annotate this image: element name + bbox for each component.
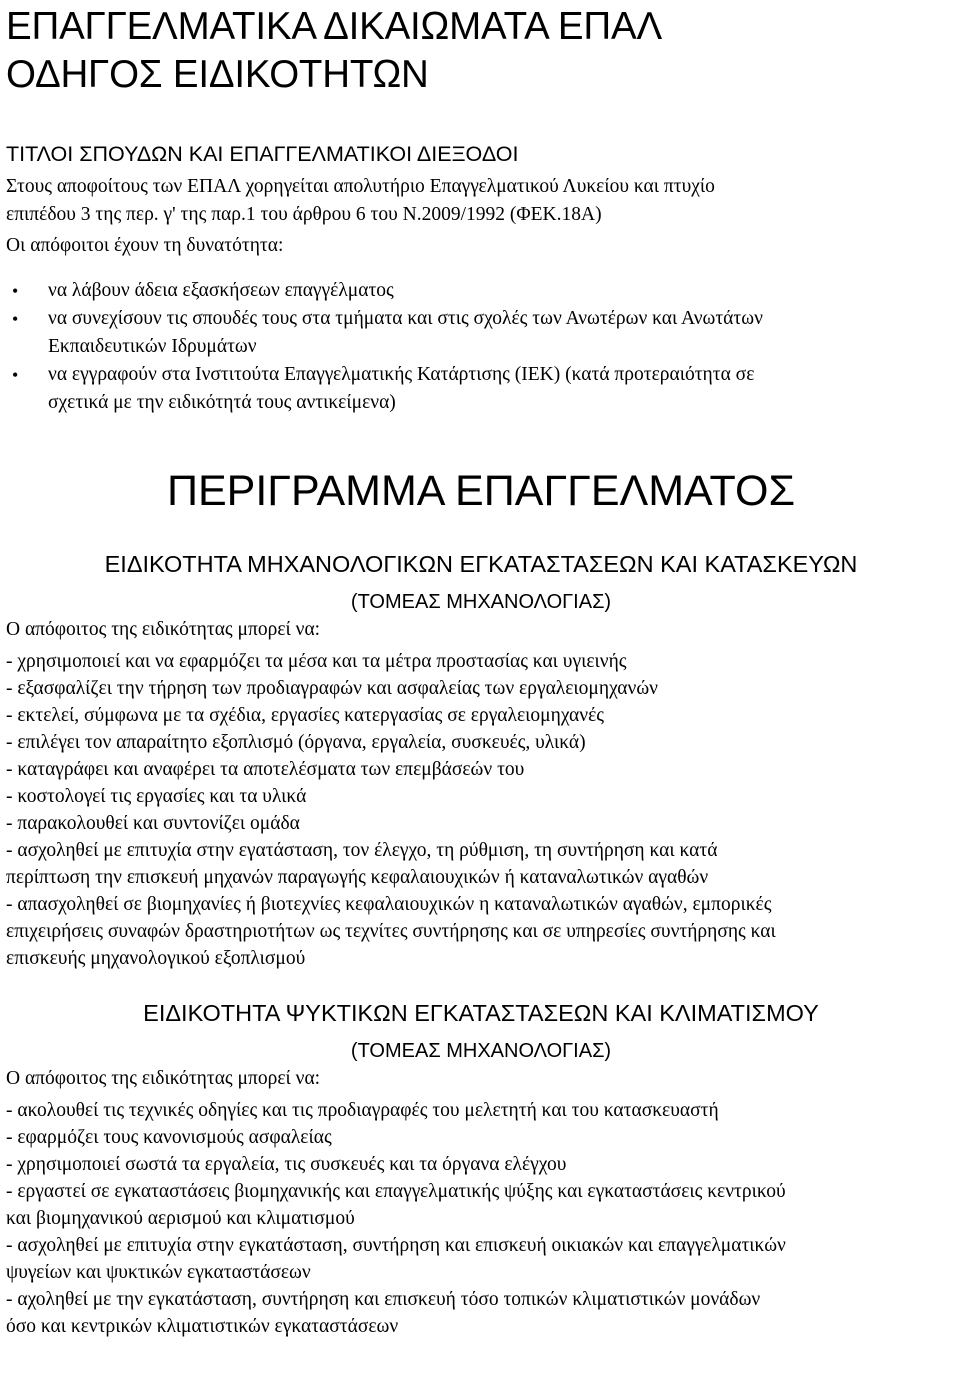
- profile-title: ΠΕΡΙΓΡΑΜΜΑ ΕΠΑΓΓΕΛΜΑΤΟΣ: [166, 467, 796, 515]
- task-line: όσο και κεντρικών κλιματιστικών εγκαταστάσεων: [6, 1316, 399, 1337]
- specialty-intro: Ο απόφοιτος της ειδικότητας μπορεί να:: [6, 1068, 321, 1089]
- task-line: - καταγράφει και αναφέρει τα αποτελέσματα των επεμβάσεών του: [6, 759, 525, 780]
- task-line: - κοστολογεί τις εργασίες και τα υλικά: [6, 786, 307, 807]
- document-page: [6, 0, 956, 1340]
- titles-section-heading: ΤΙΤΛΟΙ ΣΠΟΥΔΩΝ ΚΑΙ ΕΠΑΓΓΕΛΜΑΤΙΚΟΙ ΔΙΕΞΟΔΟΙ: [6, 142, 519, 166]
- task-line: - επιλέγει τον απαραίτητο εξοπλισμό (όργανα, εργαλεία, συσκευές, υλικά): [6, 732, 586, 753]
- ability-item-text: να λάβουν άδεια εξασκήσεων επαγγέλματος: [48, 280, 394, 301]
- task-line: - χρησιμοποιεί και να εφαρμόζει τα μέσα και τα μέτρα προστασίας και υγιεινής: [6, 651, 627, 672]
- task-line: - εξασφαλίζει την τήρηση των προδιαγραφών και ασφαλείας των εργαλειομηχανών: [6, 678, 658, 699]
- ability-item-text-cont: σχετικά με την ειδικότητά τους αντικείμενα): [48, 392, 396, 413]
- ability-item-text-cont: Εκπαιδευτικών Ιδρυμάτων: [48, 336, 257, 357]
- titles-intro-paragraph: [6, 173, 956, 229]
- titles-intro-line-2: επιπέδου 3 της περ. γ' της παρ.1 του άρθρου 6 του Ν.2009/1992 (ΦΕΚ.18Α): [6, 204, 602, 225]
- specialty-mechanical: [6, 549, 956, 972]
- specialty-sector: (ΤΟΜΕΑΣ ΜΗΧΑΝΟΛΟΓΙΑΣ): [350, 591, 612, 613]
- task-line: - εργαστεί σε εγκαταστάσεις βιομηχανικής και επαγγελματικής ψύξης και εγκαταστάσεις κεντρικού: [6, 1181, 786, 1202]
- task-line: - παρακολουθεί και συντονίζει ομάδα: [6, 813, 300, 834]
- ability-intro: Οι απόφοιτοι έχουν τη δυνατότητα:: [6, 235, 284, 256]
- task-line: - ασχοληθεί με επιτυχία στην εγκατάσταση, συντήρηση και επισκευή οικιακών και επαγγελματικών: [6, 1235, 786, 1256]
- document-title: [6, 3, 956, 99]
- specialty-refrigeration: [6, 998, 956, 1340]
- document-title-line-2: ΟΔΗΓΟΣ ΕΙΔΙΚΟΤΗΤΩΝ: [6, 53, 429, 96]
- task-line: - εφαρμόζει τους κανονισμούς ασφαλείας: [6, 1127, 332, 1148]
- task-line: ψυγείων και ψυκτικών εγκαταστάσεων: [6, 1262, 311, 1283]
- titles-intro-line-1: Στους αποφοίτους των ΕΠΑΛ χορηγείται απολυτήριο Επαγγελματικού Λυκείου και πτυχίο: [6, 176, 715, 197]
- bullet-icon: •: [12, 309, 19, 329]
- task-line: επιχειρήσεις συναφών δραστηριοτήτων ως τεχνίτες συντήρησης και σε υπηρεσίες συντήρησης και: [6, 921, 776, 942]
- task-line: και βιομηχανικού αερισμού και κλιματισμού: [6, 1208, 355, 1229]
- task-line: - ασχοληθεί με επιτυχία στην εγατάσταση, τον έλεγχο, τη ρύθμιση, τη συντήρηση και κατά: [6, 840, 718, 861]
- task-line: - ακολουθεί τις τεχνικές οδηγίες και τις προδιαγραφές του μελετητή και του κατασκευαστή: [6, 1100, 719, 1121]
- specialty-title: ΕΙΔΙΚΟΤΗΤΑ ΨΥΚΤΙΚΩΝ ΕΓΚΑΤΑΣΤΑΣΕΩΝ ΚΑΙ ΚΛΙΜΑΤΙΣΜΟΥ: [143, 1000, 819, 1026]
- task-line: - αχοληθεί με την εγκατάσταση, συντήρηση και επισκευή τόσο τοπικών κλιματιστικών μονάδων: [6, 1289, 761, 1310]
- specialty-task-list: [6, 1097, 956, 1340]
- ability-item-text: να εγγραφούν στα Ινστιτούτα Επαγγελματικής Κατάρτισης (ΙΕΚ) (κατά προτεραιότητα σε: [48, 364, 755, 385]
- specialty-task-list: [6, 648, 956, 972]
- document-title-line-1: ΕΠΑΓΓΕΛΜΑΤΙΚΑ ΔΙΚΑΙΩΜΑΤΑ ΕΠΑΛ: [6, 5, 663, 48]
- task-line: περίπτωση την επισκευή μηχανών παραγωγής κεφαλαιουχικών ή καταναλωτικών αγαθών: [6, 867, 709, 888]
- task-line: - εκτελεί, σύμφωνα με τα σχέδια, εργασίες κατεργασίας σε εργαλειομηχανές: [6, 705, 604, 726]
- specialty-intro: Ο απόφοιτος της ειδικότητας μπορεί να:: [6, 619, 321, 640]
- task-line: επισκευής μηχανολογικού εξοπλισμού: [6, 948, 306, 969]
- ability-item-continue-studies: [12, 305, 956, 361]
- abilities-list: [6, 277, 956, 417]
- ability-item-license: [12, 277, 956, 305]
- ability-item-iek: [12, 361, 956, 417]
- specialty-title: ΕΙΔΙΚΟΤΗΤΑ ΜΗΧΑΝΟΛΟΓΙΚΩΝ ΕΓΚΑΤΑΣΤΑΣΕΩΝ ΚΑΙ ΚΑΤΑΣΚΕΥΩΝ: [104, 551, 858, 577]
- bullet-icon: •: [12, 365, 19, 385]
- ability-item-text: να συνεχίσουν τις σπουδές τους στα τμήματα και στις σχολές των Ανωτέρων και Ανωτάτων: [48, 308, 763, 329]
- task-line: - χρησιμοποιεί σωστά τα εργαλεία, τις συσκευές και τα όργανα ελέγχου: [6, 1154, 567, 1175]
- specialty-sector: (ΤΟΜΕΑΣ ΜΗΧΑΝΟΛΟΓΙΑΣ): [350, 1040, 612, 1062]
- bullet-icon: •: [12, 281, 19, 301]
- task-line: - απασχοληθεί σε βιομηχανίες ή βιοτεχνίες κεφαλαιουχικών η καταναλωτικών αγαθών, εμπορικές: [6, 894, 772, 915]
